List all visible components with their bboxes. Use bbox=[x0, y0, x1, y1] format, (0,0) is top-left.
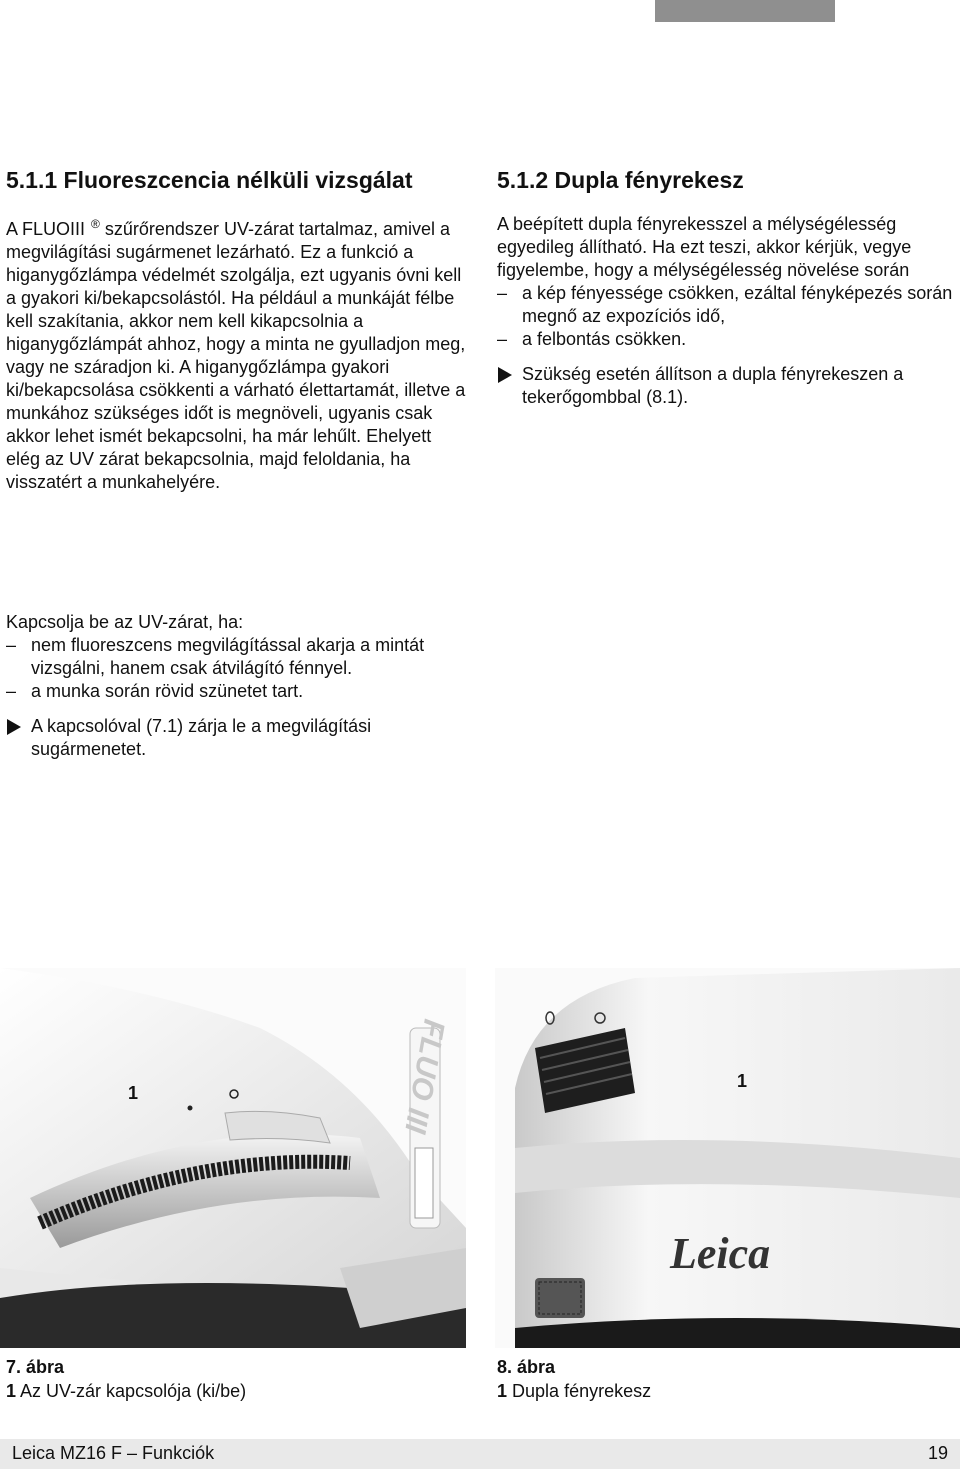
fluo-printed-label: FLUO III bbox=[398, 1016, 451, 1136]
figure-8-photo bbox=[495, 968, 960, 1348]
diaphragm-illustration bbox=[495, 968, 960, 1348]
list-item: – a munka során rövid szünetet tart. bbox=[6, 680, 466, 703]
leica-logo: Leica bbox=[670, 1229, 771, 1278]
page-number: 19 bbox=[927, 1443, 948, 1463]
uv-shutter-instructions bbox=[6, 611, 466, 761]
figure-7-label: 7. ábra bbox=[6, 1357, 65, 1377]
footer-title: Leica MZ16 F – Funkciók bbox=[12, 1443, 215, 1463]
instruction-step: A kapcsolóval (7.1) zárja le a megvilágítási sugármenetet. bbox=[6, 715, 466, 761]
figure-callout: 1 bbox=[737, 1071, 748, 1091]
uv-shutter-illustration bbox=[0, 968, 466, 1348]
section-5-1-1 bbox=[6, 168, 466, 494]
page-footer bbox=[0, 1439, 960, 1469]
figure-7-caption: 1 Az UV-zár kapcsolója (ki/be) bbox=[6, 1381, 247, 1401]
figure-7-photo bbox=[0, 968, 466, 1348]
instruction-step: Szükség esetén állítson a dupla fényrekeszen a tekerőgombbal (8.1). bbox=[497, 363, 957, 409]
intro-text: Kapcsolja be az UV-zárat, ha: bbox=[6, 612, 244, 632]
arrow-bullet-icon bbox=[498, 367, 512, 383]
section-heading: 5.1.1 Fluoreszcencia nélküli vizsgálat bbox=[6, 167, 413, 193]
list-item: – a felbontás csökken. bbox=[497, 328, 957, 351]
arrow-bullet-icon bbox=[7, 719, 21, 735]
registered-mark: ® bbox=[91, 217, 100, 231]
figure-8-caption: 1 Dupla fényrekesz bbox=[497, 1381, 652, 1401]
figure-callout: 1 bbox=[128, 1083, 139, 1103]
body-paragraph: A FLUOIII ® szűrőrendszer UV-zárat tartalmaz, amivel a megvilágítási sugármenet lezárható. Ez a funkció a higanygőzlámpa védelmét szolgálja, ezt ugyanis óvni kell a gyakori ki/bekapcsolástól. Ha például a munkáját félbe kell szakítania, akkor nem kell kikapcsolnia a higanygőzlámpát ahhoz, hogy a minta ne gyulladjon meg, vagy ne száradjon ki. A higanygőzlámpa gyakori ki/bekapcsolása csökkenti a várható élettartamát, illetve a munkához szükséges időt is megnöveli, ugyanis csak akkor lehet ismét bekapcsolni, ha már lehűlt. Ehelyett elég az UV zárat bekapcsolnia, majd feloldania, ha visszatért a munkahelyére. bbox=[6, 217, 466, 492]
body-paragraph: A beépített dupla fényrekesszel a mélységélesség egyedileg állítható. Ha ezt teszi, akkor kérjük, vegye figyelembe, hogy a mélységélesség növelése során bbox=[497, 214, 912, 280]
list-item: – nem fluoreszcens megvilágítással akarja a mintát vizsgálni, hanem csak átvilágító fénnyel. bbox=[6, 634, 466, 680]
section-5-1-2 bbox=[497, 168, 957, 409]
figure-8-label: 8. ábra bbox=[497, 1357, 556, 1377]
section-heading: 5.1.2 Dupla fényrekesz bbox=[497, 167, 744, 193]
list-item: – a kép fényessége csökken, ezáltal fényképezés során megnő az expozíciós idő, bbox=[497, 282, 957, 328]
page-tab-marker bbox=[655, 0, 835, 22]
